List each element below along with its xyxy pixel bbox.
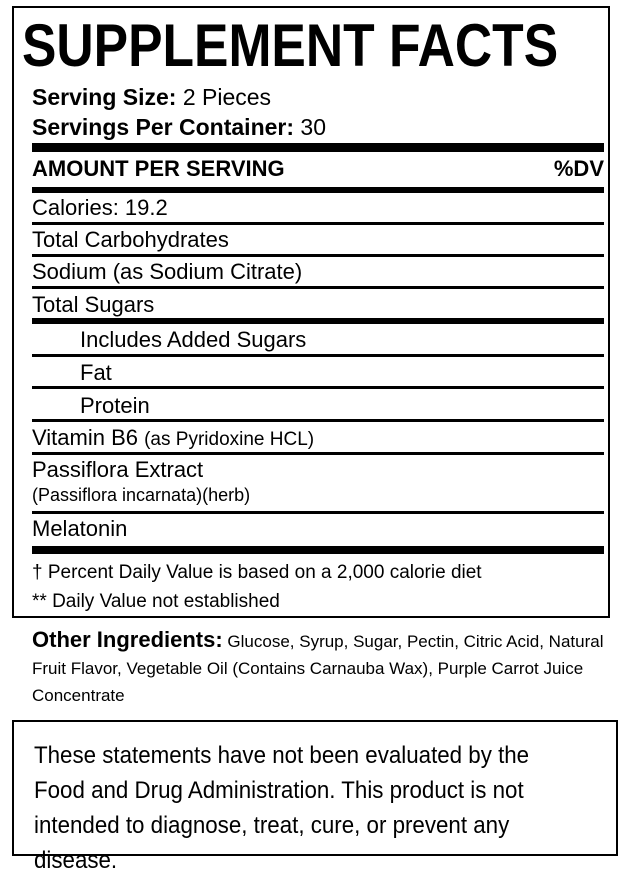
- footnote-daily-value: † Percent Daily Value is based on a 2,000 calorie diet: [32, 562, 482, 583]
- row-sodium: Sodium (as Sodium Citrate): [32, 259, 303, 284]
- row-melatonin: Melatonin: [32, 516, 128, 541]
- row-fat: Fat: [80, 360, 112, 385]
- serving-size-label: Serving Size:: [32, 84, 177, 110]
- row-passiflora-extract: Passiflora Extract: [32, 457, 204, 482]
- dv-header-label: %DV: [553, 156, 604, 181]
- other-ingredients-label: Other Ingredients:: [32, 627, 223, 652]
- serving-size-value: 2 Pieces: [182, 84, 272, 110]
- row-divider: [32, 286, 604, 289]
- thick-divider-header: [32, 187, 604, 193]
- amount-header-label: AMOUNT PER SERVING: [32, 156, 285, 181]
- row-total-carbohydrates: Total Carbohydrates: [32, 227, 229, 252]
- fda-disclaimer-box: [12, 720, 618, 874]
- vitamin-b6-detail: (as Pyridoxine HCL): [144, 429, 315, 450]
- row-divider: [32, 254, 604, 257]
- row-calories: Calories: 19.2: [32, 195, 168, 220]
- row-divider: [32, 386, 604, 389]
- row-divider: [32, 222, 604, 225]
- thick-divider-sugars: [32, 318, 604, 324]
- panel-title: SUPPLEMENT FACTS: [22, 12, 559, 79]
- servings-per-container: [32, 114, 326, 141]
- row-added-sugars: Includes Added Sugars: [80, 327, 307, 352]
- fda-disclaimer-text: These statements have not been evaluated by the Food and Drug Administration. This product is not intended to diagnose, treat, cure, or prevent any disease.: [34, 742, 530, 874]
- amount-per-serving-header: [32, 156, 604, 182]
- other-ingredients-text: Glucose, Syrup, Sugar, Pectin, Citric Acid, Natural Fruit Flavor, Vegetable Oil (Contains Carnauba Wax), Purple Carrot Juice Concentrate: [32, 632, 604, 705]
- servings-per-container-label: Servings Per Container:: [32, 114, 295, 140]
- passiflora-detail: (Passiflora incarnata)(herb): [32, 485, 251, 505]
- row-divider: [32, 354, 604, 357]
- row-total-sugars: Total Sugars: [32, 292, 155, 317]
- other-ingredients: [32, 626, 610, 709]
- servings-per-container-value: 30: [300, 114, 327, 140]
- thick-divider-top: [32, 143, 604, 152]
- row-protein: Protein: [80, 393, 150, 418]
- vitamin-b6-label: Vitamin B6: [32, 425, 138, 450]
- thick-divider-bottom: [32, 546, 604, 554]
- serving-size: [32, 84, 271, 111]
- row-vitamin-b6: [32, 425, 314, 451]
- row-divider: [32, 511, 604, 514]
- footnote-not-established: ** Daily Value not established: [32, 591, 280, 612]
- row-divider: [32, 419, 604, 422]
- row-divider: [32, 452, 604, 455]
